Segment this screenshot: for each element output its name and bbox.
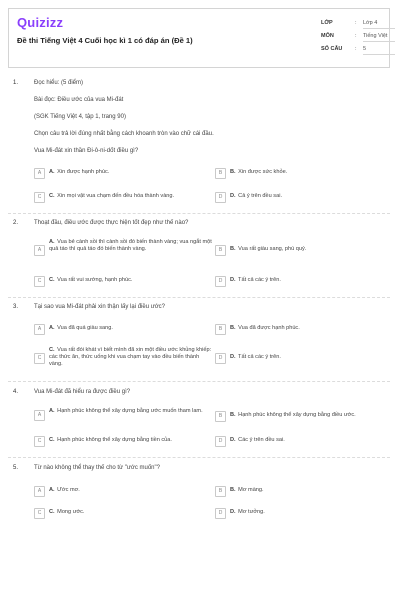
option-letter-box: B	[215, 168, 226, 179]
question-number: 1.	[13, 80, 19, 86]
question-text: (SGK Tiếng Việt 4, tập 1, trang 90)	[34, 114, 126, 120]
option-label: Cả ý trên đều sai.	[238, 193, 282, 199]
question-text: Vua Mi-đát xin thần Đi-ô-ni-dốt điều gì?	[34, 148, 139, 154]
question-number: 2.	[13, 220, 19, 226]
option-text	[49, 407, 203, 415]
option-label: Vua bẻ cành sồi thì cành sồi đó biến thành vàng; vua ngắt một quả táo thì quả táo đó biến thành vàng.	[49, 239, 212, 252]
option-b[interactable]	[215, 411, 390, 422]
option-label: Vua đã quá giàu sang.	[57, 325, 113, 331]
option-letter-box: C	[34, 436, 45, 447]
meta-value: Lớp 4	[363, 17, 395, 29]
option-key: B.	[230, 487, 236, 493]
option-text	[230, 436, 285, 444]
option-key: A.	[49, 325, 55, 331]
option-letter-box: D	[215, 353, 226, 364]
option-key: D.	[230, 509, 236, 515]
option-label: Ước mơ.	[57, 487, 80, 493]
option-key: C.	[49, 509, 55, 515]
option-text	[230, 192, 282, 200]
divider	[8, 381, 390, 382]
option-key: C.	[49, 193, 55, 199]
option-letter-box: A	[34, 324, 45, 335]
option-label: Các ý trên đều sai.	[238, 437, 285, 443]
option-text	[49, 324, 113, 332]
question-number: 5.	[13, 465, 19, 471]
option-key: B.	[230, 169, 236, 175]
option-a[interactable]	[34, 168, 204, 179]
option-letter-box: C	[34, 353, 45, 364]
option-key: A.	[49, 239, 55, 245]
option-a[interactable]	[34, 407, 212, 421]
meta-label: MÔN	[321, 33, 334, 39]
option-b[interactable]	[215, 324, 390, 335]
question-text: Chọn câu trả lời đúng nhất bằng cách khoanh tròn vào chữ cái đầu.	[34, 131, 214, 137]
option-c[interactable]	[34, 508, 212, 519]
meta-label: LỚP	[321, 20, 333, 26]
option-key: C.	[49, 437, 55, 443]
option-text	[49, 436, 172, 444]
option-letter-box: D	[215, 436, 226, 447]
option-key: D.	[230, 354, 236, 360]
option-letter-box: C	[34, 276, 45, 287]
option-label: Xin được sức khỏe.	[238, 169, 288, 175]
option-key: A.	[49, 408, 55, 414]
question-text: Vua Mi-đát đã hiểu ra được điều gì?	[34, 389, 131, 395]
option-a[interactable]	[34, 486, 212, 497]
question-text: Bài đọc: Điều ước của vua Mi-đát	[34, 97, 124, 103]
option-text	[49, 276, 132, 284]
option-letter-box: A	[34, 410, 45, 421]
divider	[8, 297, 390, 298]
meta-value: Tiếng Việt	[363, 30, 395, 42]
option-letter-box: A	[34, 168, 45, 179]
question-number: 4.	[13, 389, 19, 395]
option-key: D.	[230, 437, 236, 443]
option-c[interactable]	[34, 346, 212, 368]
question-text: Đọc hiểu: (5 điểm)	[34, 80, 84, 86]
option-text	[230, 508, 265, 516]
option-key: B.	[230, 412, 236, 418]
option-text	[49, 168, 109, 176]
option-label: Vua rất vui sướng, hạnh phúc.	[57, 277, 133, 283]
option-letter-box: D	[215, 508, 226, 519]
option-d[interactable]	[215, 192, 390, 203]
option-d[interactable]	[215, 508, 390, 519]
option-text	[49, 486, 80, 494]
option-label: Mơ màng.	[238, 487, 264, 493]
option-label: Hạnh phúc không thể xây dựng bằng tiền của.	[57, 437, 172, 443]
divider	[8, 213, 390, 214]
option-b[interactable]	[215, 168, 390, 179]
option-d[interactable]	[215, 353, 390, 364]
option-b[interactable]	[215, 486, 390, 497]
option-text	[230, 245, 306, 253]
option-letter-box: B	[215, 324, 226, 335]
option-text	[230, 168, 287, 176]
question-number: 3.	[13, 304, 19, 310]
meta-colon: :	[355, 33, 357, 39]
worksheet-title: Đề thi Tiếng Việt 4 Cuối học kì 1 có đáp án (Đề 1)	[17, 36, 193, 45]
worksheet-header	[8, 8, 390, 68]
option-letter-box: B	[215, 486, 226, 497]
meta-colon: :	[355, 46, 357, 52]
option-label: Tất cả các ý trên.	[238, 354, 281, 360]
question-text: Từ nào không thể thay thế cho từ "ước muốn"?	[34, 465, 160, 471]
option-key: D.	[230, 193, 236, 199]
option-label: Hạnh phúc không thể xây dựng bằng ước muốn tham lam.	[57, 408, 203, 414]
option-c[interactable]	[34, 192, 212, 203]
option-key: C.	[49, 277, 55, 283]
option-text	[49, 346, 212, 368]
option-text	[230, 411, 356, 419]
option-text	[49, 238, 212, 253]
option-d[interactable]	[215, 436, 390, 447]
option-letter-box: C	[34, 192, 45, 203]
option-letter-box: C	[34, 508, 45, 519]
option-letter-box: B	[215, 245, 226, 256]
option-text	[230, 353, 281, 361]
option-letter-box: A	[34, 486, 45, 497]
option-text	[230, 276, 281, 284]
meta-row-subject	[321, 30, 395, 43]
option-label: Hạnh phúc không thể xây dựng bằng điều ước.	[238, 412, 356, 418]
option-key: D.	[230, 277, 236, 283]
option-label: Mơ tưởng.	[238, 509, 265, 515]
option-letter-box: D	[215, 276, 226, 287]
option-label: Tất cả các ý trên.	[238, 277, 281, 283]
option-text	[230, 324, 300, 332]
option-c[interactable]	[34, 436, 212, 447]
option-label: Mong ước.	[57, 509, 85, 515]
option-key: A.	[49, 169, 55, 175]
option-label: Vua rất đói khát vì biết mình đã xin một điều ước khủng khiếp: các thức ăn, thức uống khi vua chạm tay vào đều biến thành vàng.	[49, 347, 212, 367]
meta-label: SỐ CÂU	[321, 46, 343, 52]
option-text	[230, 486, 264, 494]
question-text: Thoạt đầu, điều ước được thực hiện tốt đẹp như thế nào?	[34, 220, 189, 226]
meta-row-count	[321, 43, 395, 56]
option-key: B.	[230, 325, 236, 331]
option-a[interactable]	[34, 238, 212, 256]
option-label: Vua rất giàu sang, phú quý.	[238, 246, 307, 252]
option-letter-box: B	[215, 411, 226, 422]
option-text	[49, 192, 174, 200]
quizizz-logo: Quizizz	[17, 15, 64, 30]
meta-value: 5	[363, 43, 395, 55]
option-key: A.	[49, 487, 55, 493]
divider	[8, 457, 390, 458]
option-b[interactable]	[215, 245, 390, 256]
option-a[interactable]	[34, 324, 212, 335]
meta-colon: :	[355, 20, 357, 26]
option-text	[49, 508, 84, 516]
option-letter-box: A	[34, 245, 45, 256]
option-label: Xin mọi vật vua chạm đến đều hóa thành vàng.	[57, 193, 175, 199]
option-c[interactable]	[34, 276, 212, 287]
option-key: C.	[49, 347, 55, 353]
option-label: Xin được hạnh phúc.	[57, 169, 110, 175]
option-key: B.	[230, 246, 236, 252]
option-d[interactable]	[215, 276, 390, 287]
option-label: Vua đã được hạnh phúc.	[238, 325, 300, 331]
question-text: Tại sao vua Mi-đát phải xin thận lấy lại điều ước?	[34, 304, 166, 310]
option-letter-box: D	[215, 192, 226, 203]
worksheet-meta	[321, 17, 395, 56]
meta-row-grade	[321, 17, 395, 30]
